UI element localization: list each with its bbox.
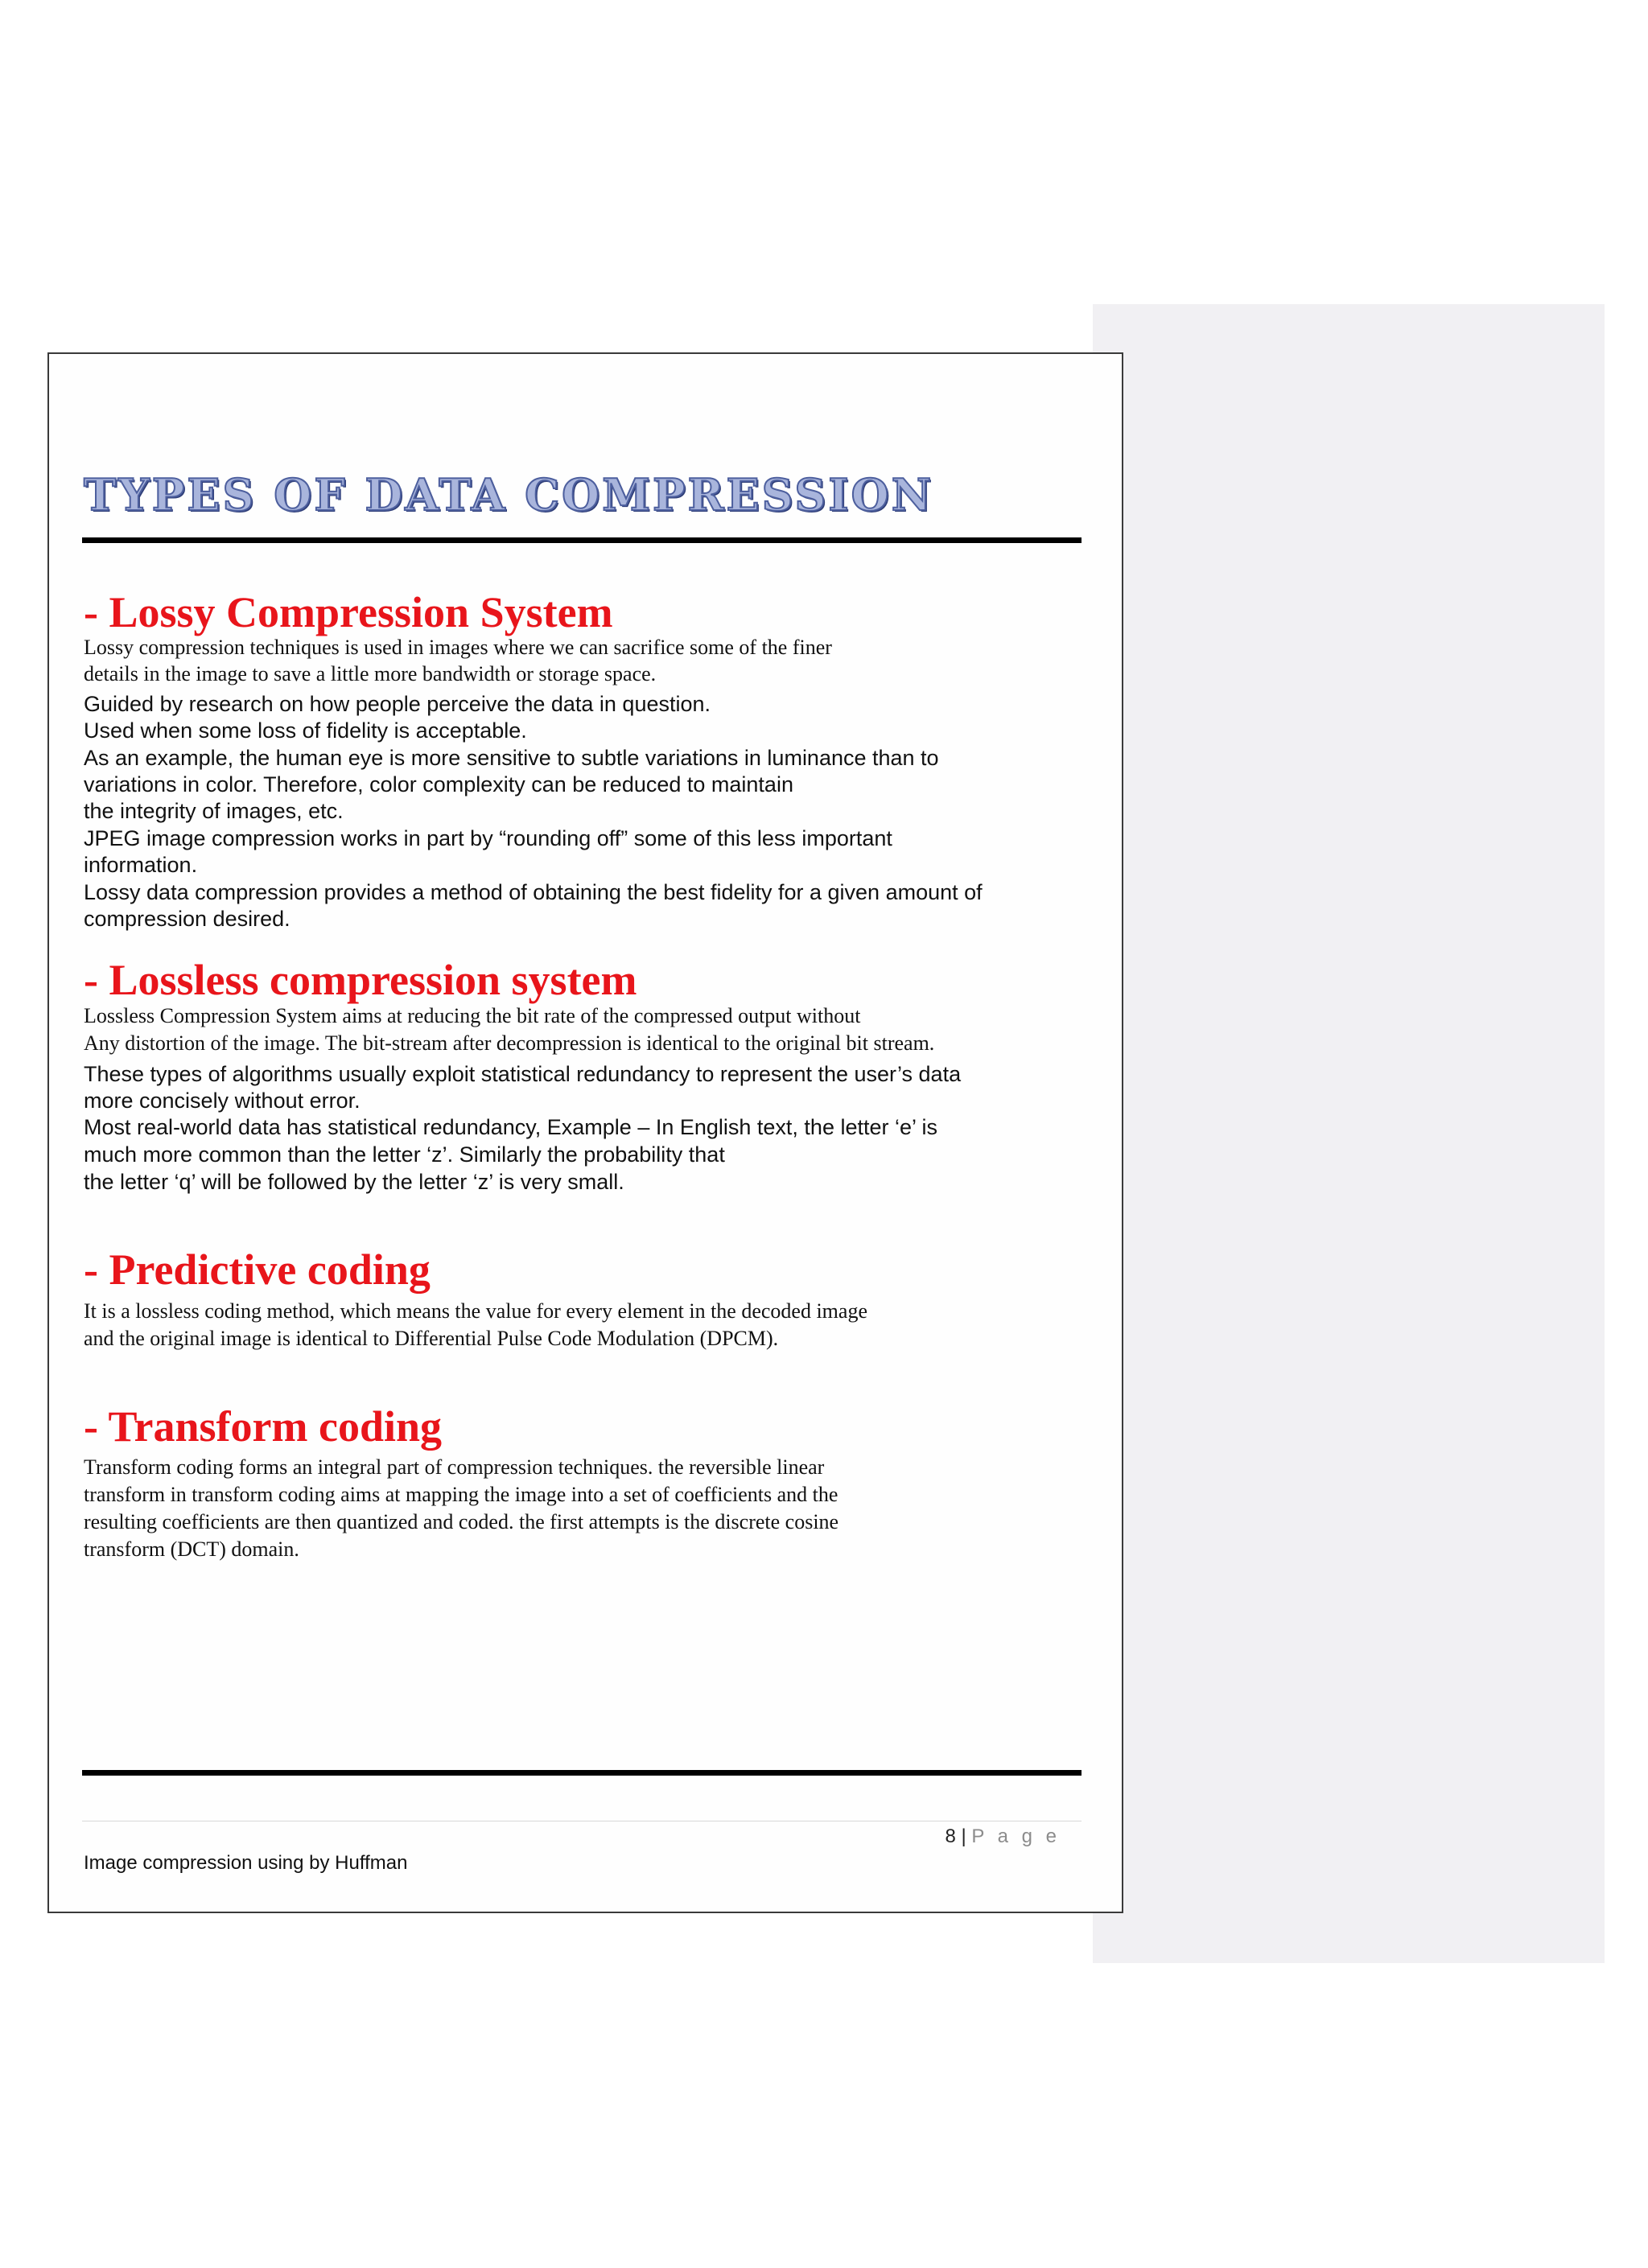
body-line: Lossless Compression System aims at reducing the bit rate of the compressed output without xyxy=(84,1004,861,1027)
body-line: more concisely without error. xyxy=(84,1089,360,1113)
body-line: the letter ‘q’ will be followed by the letter ‘z’ is very small. xyxy=(84,1170,624,1194)
body-line: the integrity of images, etc. xyxy=(84,799,344,823)
page-word: P a g e xyxy=(971,1826,1061,1847)
body-line: JPEG image compression works in part by “rounding off” some of this less important xyxy=(84,826,892,850)
section-title-text: Lossless compression system xyxy=(109,956,637,1004)
section-title-predictive xyxy=(84,1245,431,1294)
body-line: transform in transform coding aims at mapping the image into a set of coefficients and the xyxy=(84,1483,838,1506)
body-line: transform (DCT) domain. xyxy=(84,1537,299,1561)
body-line: Used when some loss of fidelity is acceptable. xyxy=(84,718,527,743)
body-line: details in the image to save a little more bandwidth or storage space. xyxy=(84,662,657,685)
body-line: Most real-world data has statistical redundancy, Example – In English text, the letter ‘e’ is xyxy=(84,1115,938,1139)
section-dash: - xyxy=(84,1245,98,1294)
heading-rule xyxy=(82,537,1082,543)
section-title-text: Transform coding xyxy=(108,1402,443,1451)
body-line: resulting coefficients are then quantized and coded. the first attempts is the discrete cosine xyxy=(84,1510,839,1533)
body-line: information. xyxy=(84,853,198,877)
body-line: As an example, the human eye is more sensitive to subtle variations in luminance than to xyxy=(84,746,939,770)
section-title-text: Lossy Compression System xyxy=(109,588,613,636)
page-heading: TYPES OF DATA COMPRESSION xyxy=(84,469,934,521)
body-line: variations in color. Therefore, color complexity can be reduced to maintain xyxy=(84,772,793,796)
footer-rule xyxy=(82,1770,1082,1776)
section-title-transform xyxy=(84,1402,443,1451)
body-line: Lossy compression techniques is used in images where we can sacrifice some of the finer xyxy=(84,636,832,659)
section-dash: - xyxy=(84,956,98,1004)
section-title-text: Predictive coding xyxy=(109,1245,431,1294)
body-line: and the original image is identical to Differential Pulse Code Modulation (DPCM). xyxy=(84,1327,779,1350)
body-line: These types of algorithms usually exploit statistical redundancy to represent the user’s data xyxy=(84,1062,962,1086)
body-line: Transform coding forms an integral part of compression techniques. the reversible linear xyxy=(84,1455,825,1479)
body-line: Lossy data compression provides a method of obtaining the best fidelity for a given amount of xyxy=(84,880,983,904)
page-number xyxy=(945,1826,1061,1848)
section-dash: - xyxy=(84,1402,98,1451)
footer-title: Image compression using by Huffman xyxy=(84,1852,408,1874)
section-title-lossy xyxy=(84,588,613,636)
body-line: much more common than the letter ‘z’. Similarly the probability that xyxy=(84,1142,725,1167)
page-number-separator: | xyxy=(961,1826,966,1847)
comment-pane xyxy=(1093,304,1605,1963)
body-line: Any distortion of the image. The bit-stream after decompression is identical to the original bit stream. xyxy=(84,1031,935,1055)
body-line: It is a lossless coding method, which means the value for every element in the decoded image xyxy=(84,1299,867,1323)
page-number-value: 8 xyxy=(945,1826,956,1847)
body-line: compression desired. xyxy=(84,907,290,931)
body-line: Guided by research on how people perceive the data in question. xyxy=(84,692,711,716)
section-dash: - xyxy=(84,588,98,636)
section-title-lossless xyxy=(84,958,637,1002)
